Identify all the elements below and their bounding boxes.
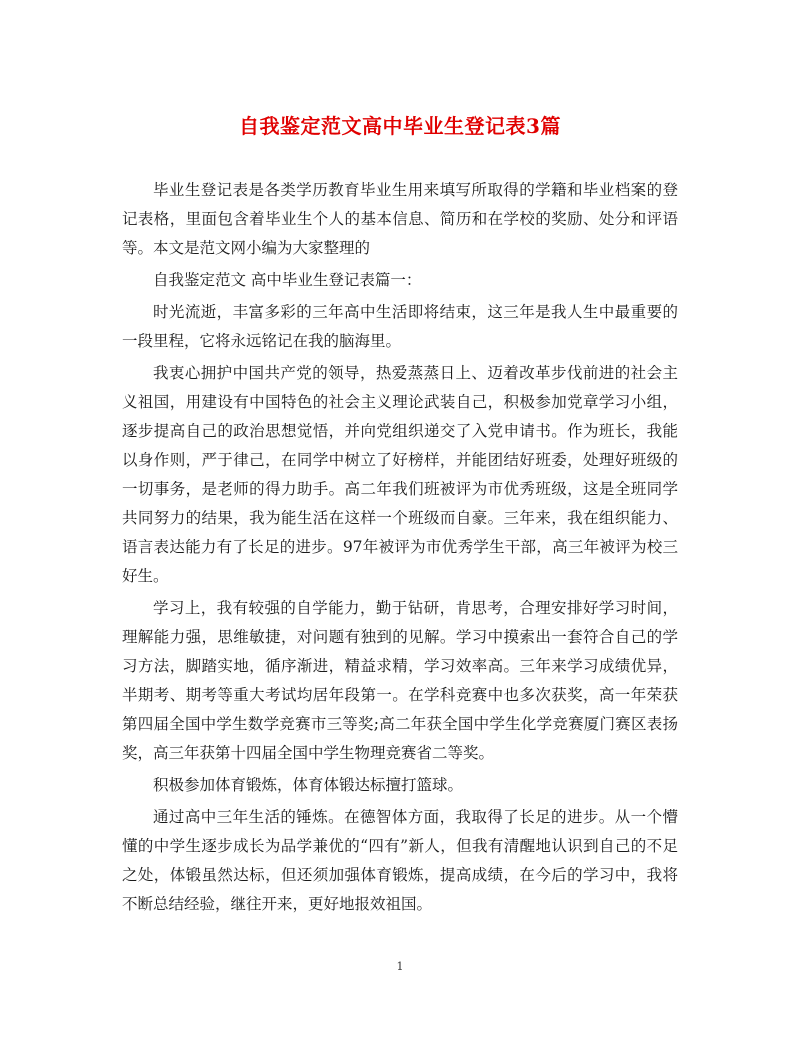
page-number: 1 xyxy=(396,960,404,973)
document-body xyxy=(122,176,678,922)
paragraph-summary: 通过高中三年生活的锤炼。在德智体方面，我取得了长足的进步。从一个懵懂的中学生逐步成长为品学兼优的“四有”新人，但我有清醒地认识到自己的不足之处，体锻虽然达标，但还须加强体育锻炼，提高成绩，在今后的学习中，我将不断总结经验，继往开来，更好地报效祖国。 xyxy=(122,808,678,913)
paragraph-study: 学习上，我有较强的自学能力，勤于钻研，肯思考，合理安排好学习时间，理解能力强，思维敏捷，对问题有独到的见解。学习中摸索出一套符合自己的学习方法，脚踏实地，循序渐进，精益求精，学习效率高。三年来学习成绩优异，半期考、期考等重大考试均居年段第一。在学科竞赛中也多次获奖，高一年荣获第四届全国中学生数学竞赛市三等奖;高二年获全国中学生化学竞赛厦门赛区表扬奖，高三年获第十四届全国中学生物理竞赛省二等奖。 xyxy=(122,599,678,762)
paragraph-political: 我衷心拥护中国共产党的领导，热爱蒸蒸日上、迈着改革步伐前进的社会主义祖国，用建设有中国特色的社会主义理论武装自己，积极参加党章学习小组，逐步提高自己的政治思想觉悟，并向党组织递交了入党申请书。作为班长，我能以身作则，严于律己，在同学中树立了好榜样，并能团结好班委，处理好班级的一切事务，是老师的得力助手。高二年我们班被评为市优秀班级，这是全班同学共同努力的结果，我为能生活在这样一个班级而自豪。三年来，我在组织能力、语言表达能力有了长足的进步。97年被评为市优秀学生干部，高三年被评为校三好生。 xyxy=(122,364,678,585)
document-title: 自我鉴定范文高中毕业生登记表3篇 xyxy=(239,114,561,138)
paragraph-intro: 毕业生登记表是各类学历教育毕业生用来填写所取得的学籍和毕业档案的登记表格，里面包含着毕业生个人的基本信息、简历和在学校的奖励、处分和评语等。本文是范文网小编为大家整理的 xyxy=(122,181,678,257)
paragraph-section-heading: 自我鉴定范文 高中毕业生登记表篇一： xyxy=(153,271,422,289)
paragraph-sports: 积极参加体育锻炼，体育体锻达标擅打篮球。 xyxy=(153,776,464,794)
paragraph-time-passing: 时光流逝，丰富多彩的三年高中生活即将结束，这三年是我人生中最重要的一段里程，它将永远铭记在我的脑海里。 xyxy=(122,303,678,350)
